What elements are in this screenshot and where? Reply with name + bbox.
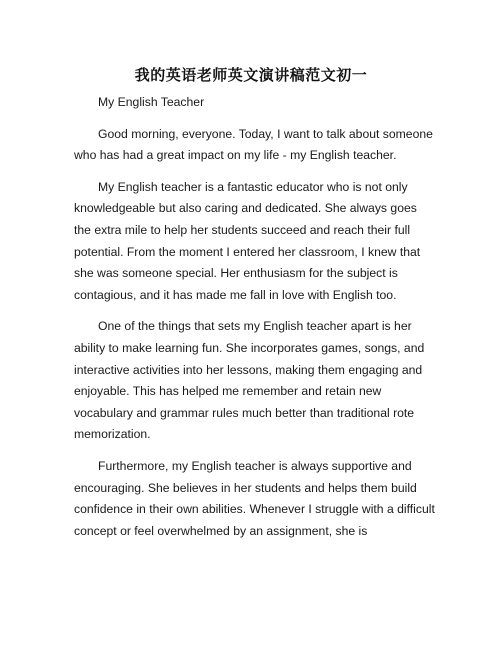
paragraph-heading: My English Teacher — [98, 95, 205, 109]
document-title: 我的英语老师英文演讲稿范文初一 — [134, 66, 368, 84]
paragraph: Furthermore, my English teacher is always supportive and encouraging. She believes in her students and helps them build confidence in their own abilities. Whenever I struggle with a difficult concept or feel overwhelmed by an assignment, she is — [74, 458, 435, 538]
paragraph: Good morning, everyone. Today, I want to talk about someone who has had a great impact on my life - my English teacher. — [74, 126, 433, 163]
document-body — [74, 92, 436, 552]
paragraph: One of the things that sets my English teacher apart is her ability to make learning fun. She incorporates games, songs, and interactive activities into her lessons, making them engaging and enjoyable. This has helped me remember and retain new vocabulary and grammar rules much better than traditional rote memorization. — [74, 319, 425, 442]
paragraph: My English teacher is a fantastic educator who is not only knowledgeable but also caring and dedicated. She always goes the extra mile to help her students succeed and reach their full potential. From the moment I entered her classroom, I knew that she was someone special. Her enthusiasm for the subject is contagious, and it has made me fall in love with English too. — [74, 179, 421, 302]
